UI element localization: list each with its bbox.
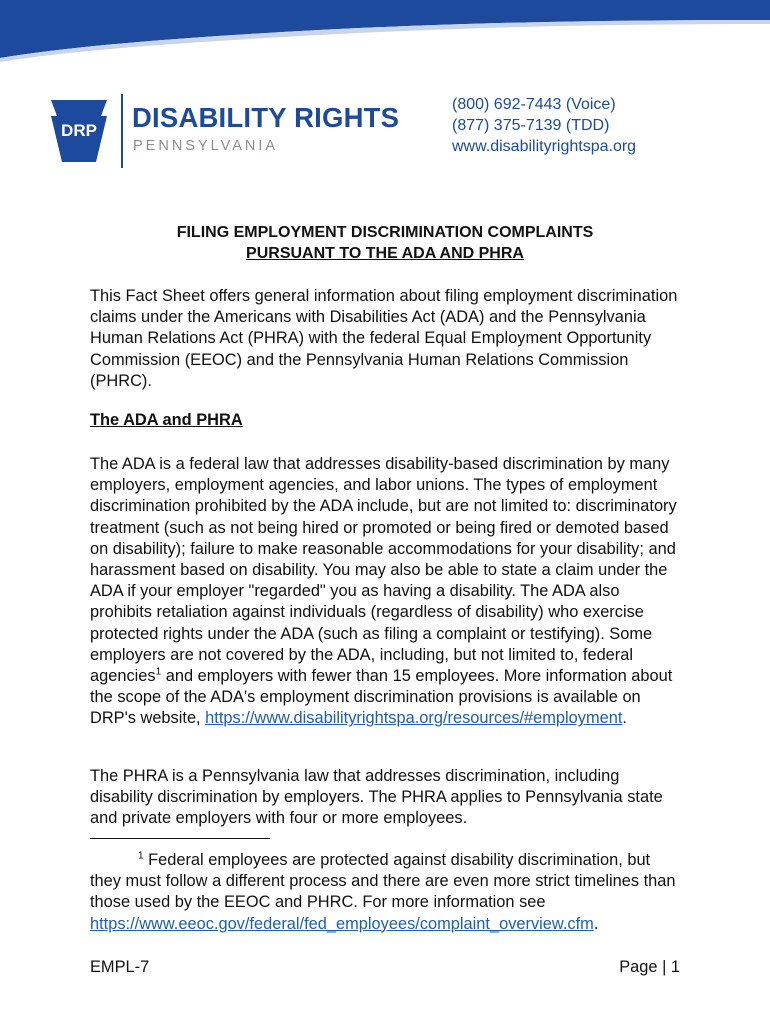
document-code: EMPL-7	[90, 958, 150, 976]
logo-mark-text: DRP	[61, 121, 97, 140]
header-wave-banner	[0, 0, 770, 70]
ada-paragraph	[90, 454, 685, 730]
logo-divider	[121, 94, 123, 168]
organization-state: PENNSYLVANIA	[133, 138, 279, 154]
tdd-phone: (877) 375-7139 (TDD)	[452, 117, 610, 134]
ada-paragraph-text-2: and employers with fewer than 15 employees. More information about the scope of the ADA's employment discrimination provisions is available on DRP's website,	[90, 667, 673, 728]
footnote-number: 1	[138, 850, 144, 862]
footnote-reference[interactable]: 1	[155, 666, 162, 678]
intro-paragraph: This Fact Sheet offers general information about filing employment discrimination claims under the Americans with Disabilities Act (ADA) and the Pennsylvania Human Relations Act (PHRA) with the federal Equal Employment Opportunity Commission (EEOC) and the Pennsylvania Human Relations Commission (PHRC).	[90, 287, 678, 390]
contact-info	[452, 94, 636, 157]
keystone-logo-icon	[48, 98, 110, 164]
document-title-line-1: FILING EMPLOYMENT DISCRIMINATION COMPLAINTS	[176, 224, 594, 241]
footnote	[90, 850, 685, 935]
footnote-text: Federal employees are protected against disability discrimination, but they must follow a different process and there are even more strict timelines than those used by the EEOC and PHRC. For more information see	[90, 851, 676, 912]
phra-paragraph: The PHRA is a Pennsylvania law that addresses discrimination, including disability discrimination by employers. The PHRA applies to Pennsylvania state and private employers with four or more employees.	[90, 767, 663, 828]
footnote-end: .	[593, 914, 599, 933]
eeoc-link[interactable]: https://www.eeoc.gov/federal/fed_employees/complaint_overview.cfm	[90, 914, 594, 933]
section-heading-ada-phra: The ADA and PHRA	[90, 411, 243, 429]
footnote-separator	[90, 838, 270, 839]
organization-name: DISABILITY RIGHTS	[132, 102, 400, 133]
document-title-line-2: PURSUANT TO THE ADA AND PHRA	[246, 245, 524, 262]
website-link[interactable]: www.disabilityrightspa.org	[452, 138, 637, 155]
drp-logo	[48, 90, 408, 170]
voice-phone: (800) 692-7443 (Voice)	[452, 96, 616, 113]
drp-employment-link[interactable]: https://www.disabilityrightspa.org/resources/#employment	[205, 709, 623, 728]
page-number: Page | 1	[619, 958, 680, 976]
ada-paragraph-end: .	[622, 709, 627, 728]
ada-paragraph-text-1: The ADA is a federal law that addresses disability-based discrimination by many employers, employment agencies, and labor unions. The types of employment discrimination prohibited by the ADA include, but are not limited to: discriminatory treatment (such as not being hired or promoted or being fired or demoted based on disability); failure to make reasonable accommodations for your disability; and harassment based on disability. You may also be able to state a claim under the ADA if your employer "regarded" you as having a disability. The ADA also prohibits retaliation against individuals (regardless of disability) who exercise protected rights under the ADA (such as filing a complaint or testifying). Some employers are not covered by the ADA, including, but not limited to, federal agencies	[90, 455, 677, 686]
